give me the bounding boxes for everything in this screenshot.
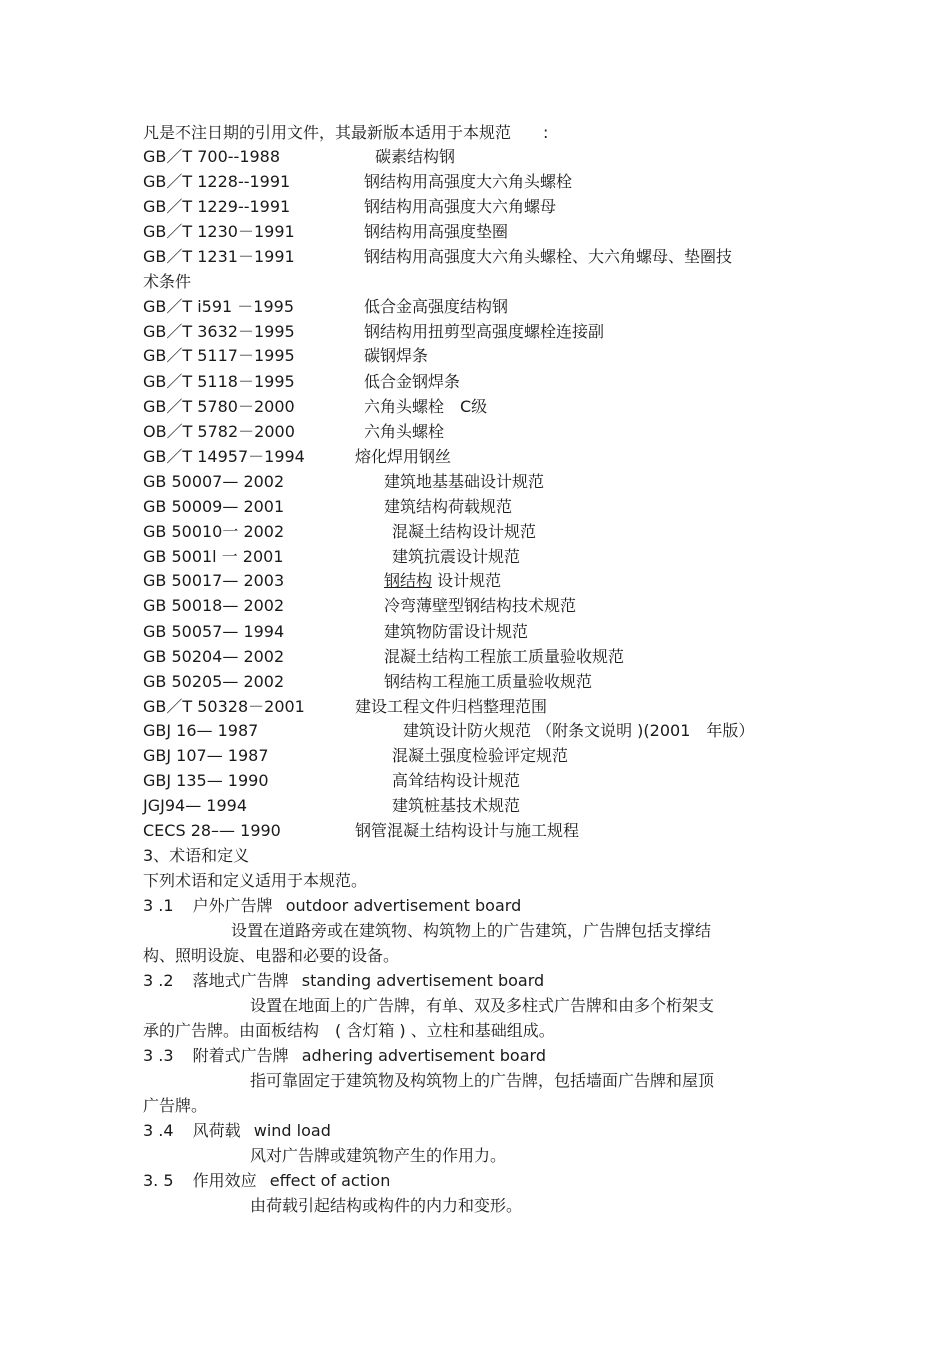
reference-title: 钢管混凝土结构设计与施工规程 [355,821,580,840]
term-number: 3. 5 [143,1171,174,1190]
term-chinese: 作用效应 [192,1171,257,1190]
reference-code: GB／T 5118－1995 [143,372,295,391]
reference-item [143,720,783,742]
reference-title: 建筑物防雷设计规范 [384,622,529,641]
reference-title: 建筑地基基础设计规范 [384,472,545,491]
term-english: adhering advertisement board [301,1046,546,1065]
reference-item [143,621,783,643]
reference-item [143,570,783,592]
reference-code: CECS 28–— 1990 [143,821,281,840]
reference-title: 六角头螺栓 [364,422,445,441]
term-chinese: 风荷载 [192,1121,241,1140]
reference-code: GB 50010一 2002 [143,522,285,541]
term-definition-continued: 承的广告牌。由面板结构 ( 含灯箱 ) 、立柱和基础组成。 [143,1021,555,1040]
reference-item [143,595,783,617]
term-number: 3 .1 [143,896,174,915]
reference-item [143,471,783,493]
reference-code: GBJ 16— 1987 [143,721,259,740]
term-chinese: 户外广告牌 [192,896,273,915]
reference-item [143,770,783,792]
reference-title: 混凝土结构工程旅工质量验收规范 [384,647,625,666]
reference-title: 碳素结构钢 [375,147,456,166]
reference-title: 建筑桩基技术规范 [392,796,521,815]
reference-item [143,196,783,218]
reference-title: 混凝土强度检验评定规范 [392,746,569,765]
reference-title: 高耸结构设计规范 [392,771,521,790]
reference-code: GB 50018— 2002 [143,596,285,615]
reference-code: GB／T 14957－1994 [143,447,305,466]
reference-code: GB／T 1229--1991 [143,197,291,216]
reference-code: GB／T i591 －1995 [143,297,295,316]
reference-item [143,820,783,842]
reference-item [143,421,783,443]
term-heading [143,1170,390,1192]
reference-item [143,171,783,193]
term-heading [143,970,544,992]
term-english: outdoor advertisement board [285,896,522,915]
reference-code: GB 5001l 一 2001 [143,547,284,566]
section-heading: 3、术语和定义 [143,846,250,865]
reference-code: GB／T 5117－1995 [143,346,295,365]
term-definition: 风对广告牌或建筑物产生的作用力。 [250,1146,507,1165]
reference-title-continued: 术条件 [143,272,192,291]
reference-item [143,371,783,393]
reference-code: GB／T 3632－1995 [143,322,295,341]
reference-code: GB／T 1230－1991 [143,222,295,241]
reference-item [143,296,783,318]
reference-code: GB／T 5780－2000 [143,397,295,416]
reference-item [143,321,783,343]
term-heading [143,1045,546,1067]
reference-title: 钢结构用高强度垫圈 [364,222,509,241]
reference-title: 低合金钢焊条 [364,372,461,391]
reference-item [143,221,783,243]
reference-item [143,671,783,693]
reference-title: 碳钢焊条 [364,346,429,365]
term-definition: 指可靠固定于建筑物及构筑物上的广告牌，包括墙面广告牌和屋顶 [250,1071,715,1090]
reference-code: JGJ94— 1994 [143,796,247,815]
term-chinese: 落地式广告牌 [192,971,289,990]
term-definition: 由荷载引起结构或构件的内力和变形。 [250,1196,523,1215]
reference-title: 钢结构工程施工质量验收规范 [384,672,593,691]
reference-title-link[interactable]: 钢结构 [384,571,433,590]
reference-item [143,696,783,718]
reference-code: GB 50017— 2003 [143,571,285,590]
term-number: 3 .2 [143,971,174,990]
term-definition: 设置在道路旁或在建筑物、构筑物上的广告建筑，广告牌包括支撑结 [231,921,712,940]
reference-title: 六角头螺栓 C级 [364,397,488,416]
reference-item [143,646,783,668]
reference-code: GB／T 700--1988 [143,147,281,166]
reference-item [143,345,783,367]
reference-title: 设计规范 [432,571,502,590]
reference-code: GB／T 1231－1991 [143,247,295,266]
term-english: standing advertisement board [301,971,545,990]
reference-code: OB／T 5782－2000 [143,422,295,441]
reference-item [143,546,783,568]
reference-item [143,396,783,418]
term-number: 3 .3 [143,1046,174,1065]
intro-text: 凡是不注日期的引用文件，其最新版本适用于本规范 : [143,123,549,142]
reference-title: 冷弯薄壁型钢结构技术规范 [384,596,577,615]
term-definition-continued: 广告牌。 [143,1096,208,1115]
reference-code: GB 50009— 2001 [143,497,285,516]
reference-code: GB／T 50328－2001 [143,697,305,716]
reference-code: GBJ 135— 1990 [143,771,269,790]
term-english: wind load [253,1121,331,1140]
reference-title: 建筑抗震设计规范 [392,547,521,566]
reference-title: 钢结构用扭剪型高强度螺栓连接副 [364,322,605,341]
reference-title: 建筑结构荷载规范 [384,497,513,516]
reference-item [143,745,783,767]
term-definition: 设置在地面上的广告牌，有单、双及多柱式广告牌和由多个桁架支 [250,996,715,1015]
reference-code: GB 50205— 2002 [143,672,285,691]
term-number: 3 .4 [143,1121,174,1140]
reference-title: 钢结构用高强度大六角头螺栓 [364,172,573,191]
reference-code: GB 50057— 1994 [143,622,285,641]
reference-title: 低合金高强度结构钢 [364,297,509,316]
reference-item [143,795,783,817]
reference-title: 钢结构用高强度大六角螺母 [364,197,557,216]
reference-title: 熔化焊用钢丝 [355,447,452,466]
term-definition-continued: 构、照明设旋、电器和必要的设备。 [143,946,400,965]
reference-title: 建设工程文件归档整理范围 [355,697,548,716]
reference-title: 钢结构用高强度大六角头螺栓、大六角螺母、垫圈技 [364,247,733,266]
reference-item [143,521,783,543]
reference-item [143,446,783,468]
reference-item [143,246,783,268]
term-heading [143,895,521,917]
reference-code: GBJ 107— 1987 [143,746,269,765]
reference-item [143,146,783,168]
term-chinese: 附着式广告牌 [192,1046,289,1065]
reference-code: GB 50007— 2002 [143,472,285,491]
reference-title: 建筑设计防火规范 （附条文说明 )(2001 年版） [403,721,755,740]
reference-item [143,496,783,518]
section-intro: 下列术语和定义适用于本规范。 [143,871,368,890]
term-heading [143,1120,331,1142]
reference-title: 混凝土结构设计规范 [392,522,537,541]
reference-code: GB／T 1228--1991 [143,172,291,191]
term-english: effect of action [269,1171,391,1190]
reference-code: GB 50204— 2002 [143,647,285,666]
